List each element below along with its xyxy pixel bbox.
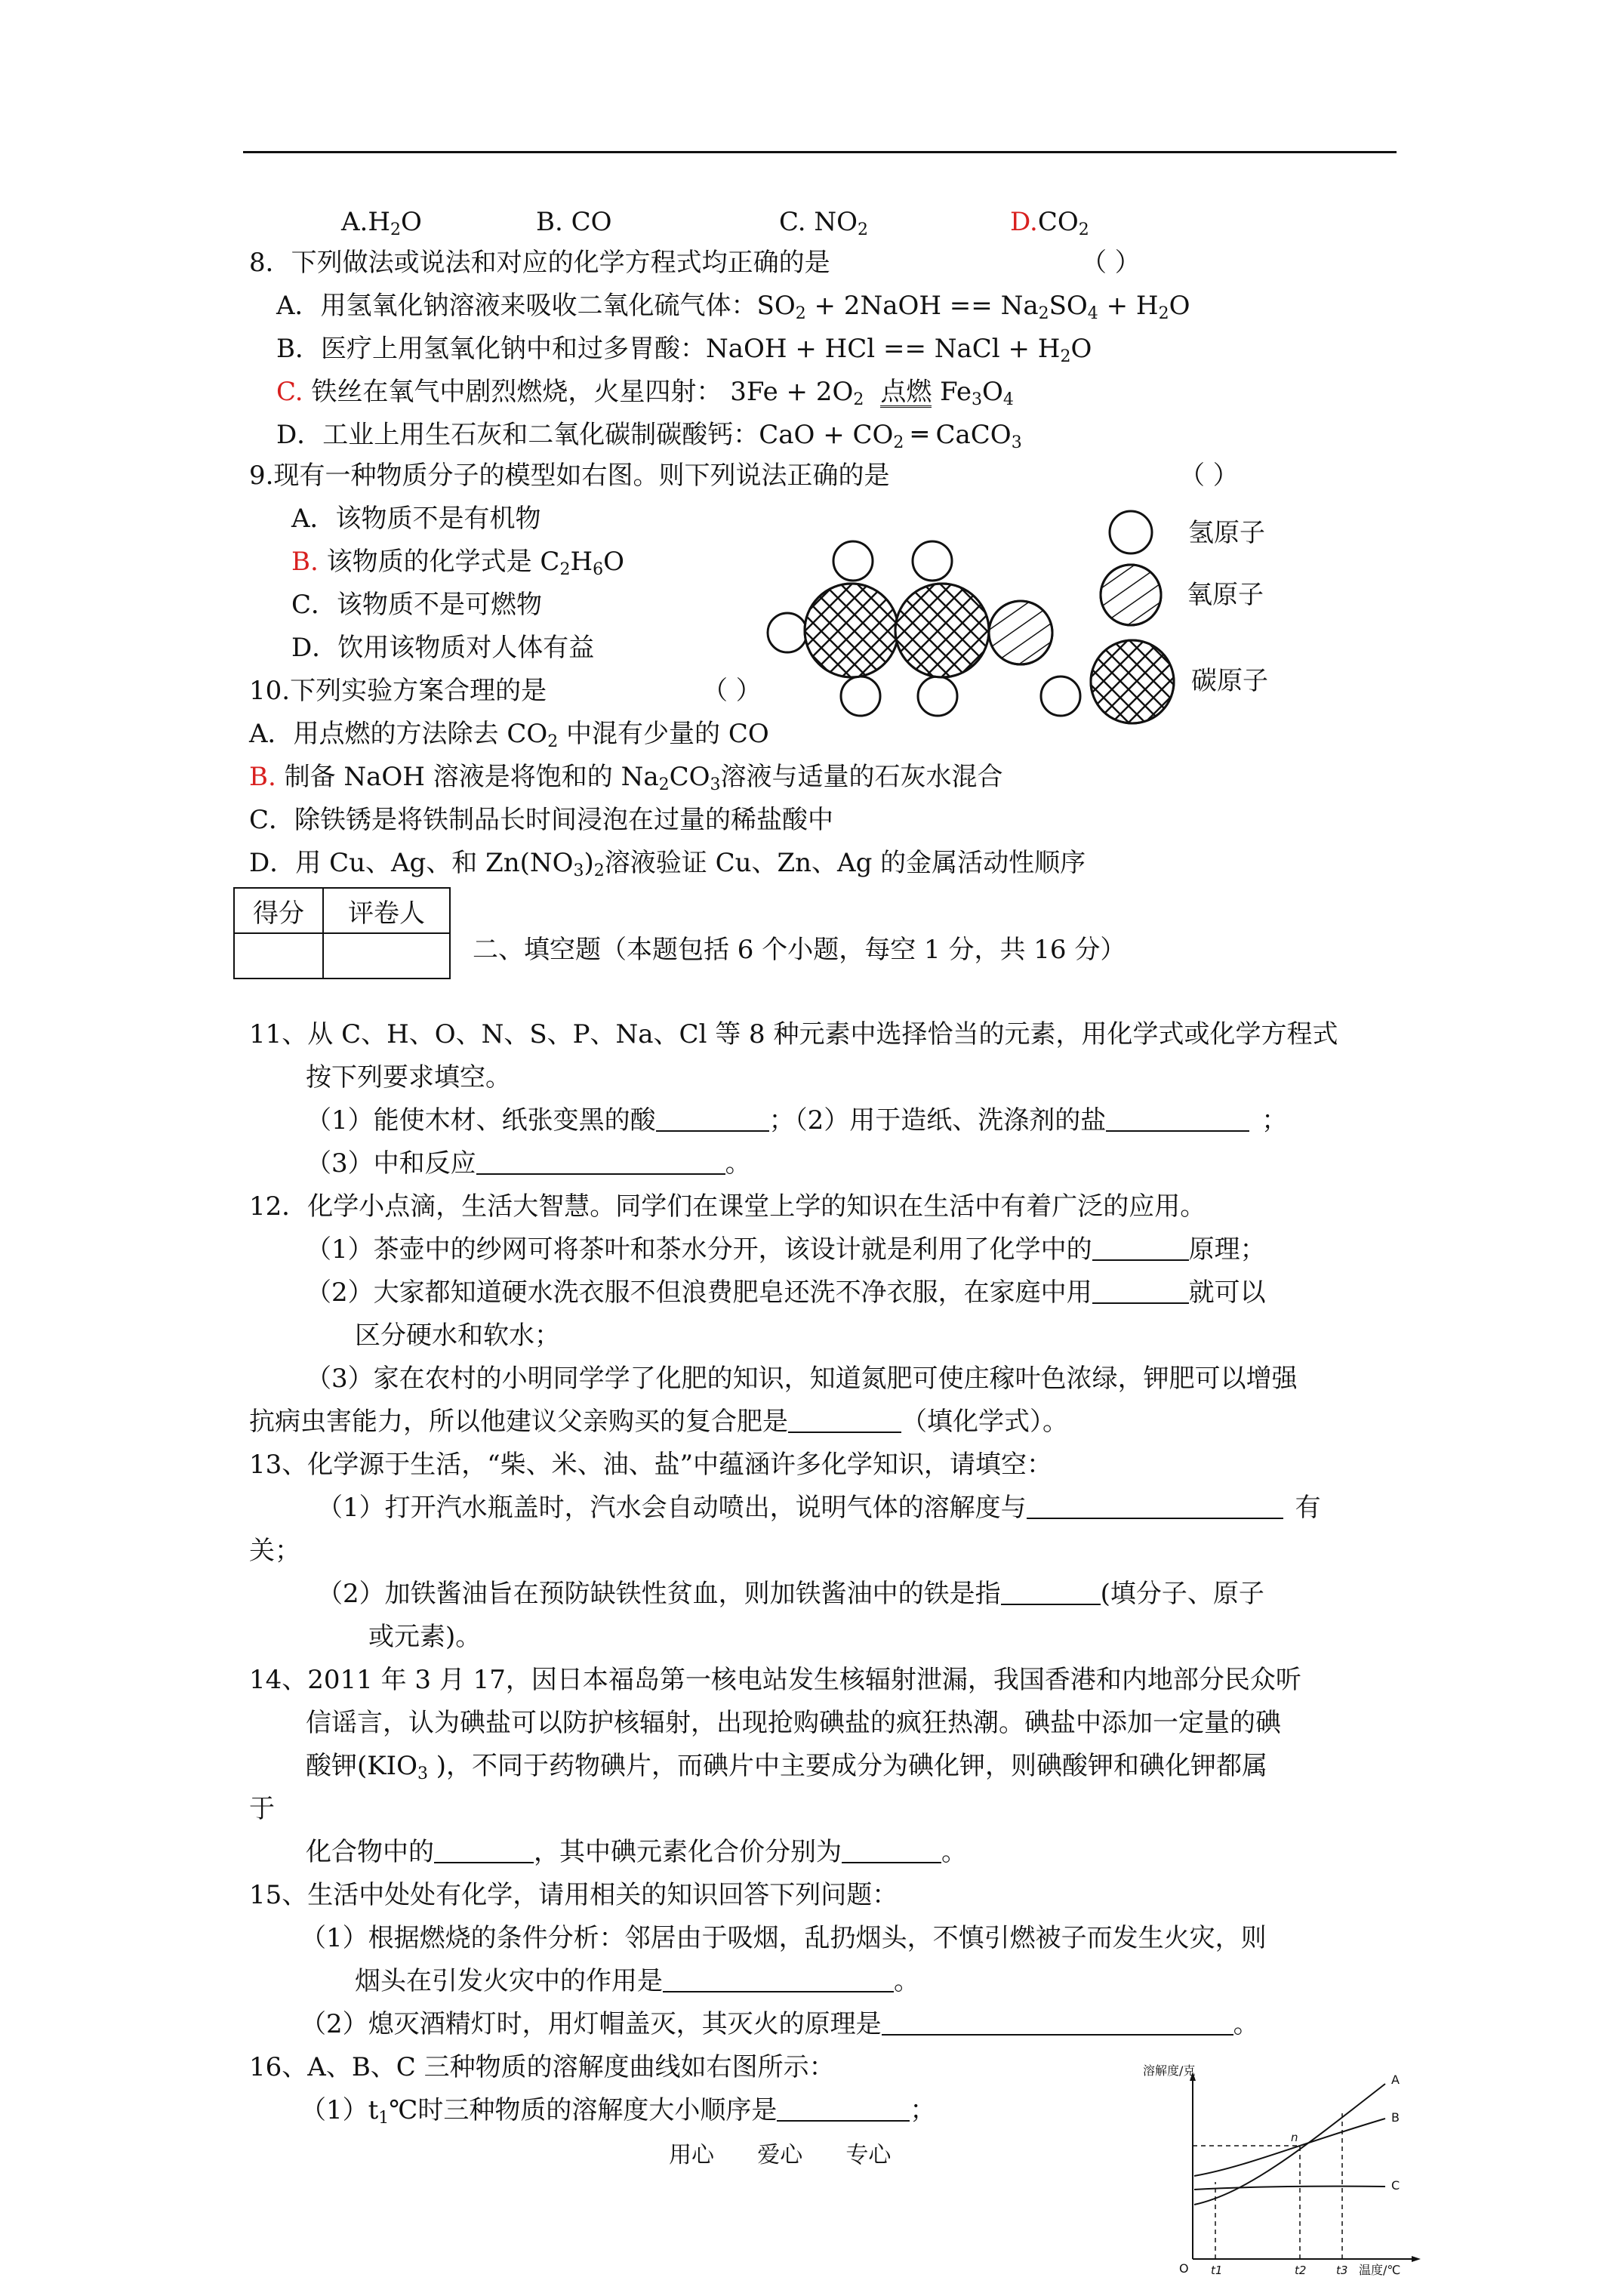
- solubility-curve-chart: [1132, 2061, 1434, 2280]
- q9-option-d: D．饮用该物质对人体有益: [291, 633, 595, 663]
- answer-blank: [1106, 1106, 1249, 1132]
- legend-hydrogen-label: 氢原子: [1188, 518, 1265, 548]
- answer-blank: [1092, 1278, 1189, 1304]
- q8-option-c: C. 铁丝在氧气中剧烈燃烧，火星四射： $3Fe + 2O_2$ 点燃 $Fe_3O_4$: [276, 377, 1014, 409]
- tick-label-t3: t3: [1336, 2264, 1348, 2277]
- q10-option-d: D．用 Cu、Ag、和 $Zn(NO_3)_2$溶液验证 Cu、Zn、Ag 的金属活动性顺序: [249, 848, 1086, 880]
- score-table: [233, 887, 451, 979]
- tick-label-t2: t2: [1295, 2264, 1307, 2277]
- answer-blank: [663, 1967, 894, 1992]
- q9-option-c: C．该物质不是可燃物: [291, 590, 543, 620]
- hydrogen-atom: [918, 676, 957, 716]
- intersection-label: n: [1291, 2131, 1298, 2144]
- q8-option-a: A．用氢氧化钠溶液来吸收二氧化硫气体：$SO_2$ + 2NaOH == $Na_2SO_4 + H_2O$: [276, 291, 1190, 323]
- q12-part3: （3）家在农村的小明同学学了化肥的知识，知道氮肥可使庄稼叶色浓绿，钾肥可以增强: [306, 1364, 1298, 1394]
- score-header: 得分: [234, 888, 323, 933]
- hydrogen-atom: [833, 541, 873, 581]
- q11-part1: （1）能使木材、纸张变黑的酸 ；（2）用于造纸、洗涤剂的盐 ；: [306, 1105, 1288, 1136]
- q9-answer-paren: （ ）: [1179, 461, 1239, 491]
- answer-blank: [882, 2010, 1233, 2036]
- hydrogen-atom: [913, 541, 952, 581]
- q14-line5: 化合物中的 ，其中碘元素化合价分别为 。: [306, 1837, 967, 1867]
- curve-b: [1194, 2119, 1385, 2176]
- answer-blank: [476, 1149, 725, 1175]
- grader-cell: [323, 933, 450, 978]
- q9-option-b: B. 该物质的化学式是 $C_2H_6O$: [291, 547, 624, 579]
- y-axis-label: 溶解度/克: [1143, 2063, 1196, 2078]
- legend-hydrogen-icon: [1110, 511, 1152, 553]
- q7-option-b: B. CO: [536, 207, 612, 237]
- legend-oxygen-label: 氧原子: [1187, 580, 1264, 610]
- q15-part1: （1）根据燃烧的条件分析：邻居由于吸烟，乱扔烟头，不慎引燃被子而发生火灾，则: [300, 1923, 1267, 1953]
- answer-blank: [434, 1838, 534, 1863]
- q12-part2-cont: 区分硬水和软水；: [355, 1321, 560, 1351]
- q12-line1: 12．化学小点滴，生活大智慧。同学们在课堂上学的知识在生活中有着广泛的应用。: [249, 1191, 1206, 1222]
- origin-label: O: [1179, 2261, 1189, 2276]
- q11-line1: 11、从 C、H、O、N、S、P、Na、Cl 等 8 种元素中选择恰当的元素，用化学式或化学方程式: [249, 1019, 1338, 1049]
- answer-blank: [842, 1838, 941, 1863]
- q10-option-a: A．用点燃的方法除去 $CO_2$ 中混有少量的 CO: [249, 719, 769, 751]
- legend-carbon-label: 碳原子: [1191, 666, 1268, 696]
- q7-option-a: $A.H_2O$: [341, 207, 422, 239]
- q10-stem: 10.下列实验方案合理的是: [249, 676, 547, 706]
- score-cell: [234, 933, 323, 978]
- q11-part3: （3）中和反应 。: [306, 1148, 751, 1179]
- q7-option-c: C. $NO_2$: [779, 207, 869, 239]
- answer-blank: [1027, 1493, 1283, 1519]
- q14-line4: 于: [249, 1794, 275, 1824]
- q13-part2-cont: 或元素)。: [368, 1622, 482, 1652]
- q8-answer-paren: （ ）: [1081, 248, 1141, 278]
- page-footer: 用心 爱心 专心: [669, 2142, 892, 2168]
- q14-line3: 酸钾($KIO_3$ )，不同于药物碘片，而碘片中主要成分为碘化钾，则碘酸钾和碘化钾都属: [306, 1751, 1268, 1783]
- curve-c: [1194, 2187, 1385, 2190]
- q15-line1: 15、生活中处处有化学，请用相关的知识回答下列问题：: [249, 1880, 898, 1910]
- q13-line1: 13、化学源于生活，“柴、米、油、盐”中蕴涵许多化学知识，请填空：: [249, 1450, 1053, 1480]
- q7-option-d: $D.CO_2$: [1010, 207, 1089, 239]
- q10-answer-paren: （ ）: [702, 676, 762, 706]
- q15-part1-cont: 烟头在引发火灾中的作用是 。: [355, 1966, 919, 1996]
- q10-option-b: B. 制备 NaOH 溶液是将饱和的 $Na_2CO_3$溶液与适量的石灰水混合: [249, 762, 1003, 794]
- hydrogen-atom: [841, 676, 880, 716]
- header-rule: [243, 151, 1397, 153]
- q9-stem: 9.现有一种物质分子的模型如右图。则下列说法正确的是: [249, 461, 890, 491]
- series-label-a: A: [1391, 2073, 1400, 2087]
- q11-line2: 按下列要求填空。: [306, 1062, 511, 1093]
- series-label-c: C: [1391, 2178, 1400, 2193]
- tick-label-t1: t1: [1211, 2264, 1223, 2277]
- q8-option-d: D．工业上用生石灰和二氧化碳制碳酸钙：CaO + $CO_2$ ═ CaCO$_3$: [276, 420, 1022, 452]
- q8-stem: 8．下列做法或说法和对应的化学方程式均正确的是: [249, 248, 830, 278]
- q14-line2: 信谣言，认为碘盐可以防护核辐射，出现抢购碘盐的疯狂热潮。碘盐中添加一定量的碘: [306, 1708, 1281, 1738]
- q9-option-a: A．该物质不是有机物: [291, 504, 541, 534]
- q12-part3-cont: 抗病虫害能力，所以他建议父亲购买的复合肥是 （填化学式）。: [249, 1407, 1068, 1437]
- answer-blank: [777, 2096, 910, 2122]
- q13-part1: （1）打开汽水瓶盖时，汽水会自动喷出，说明气体的溶解度与 有: [317, 1493, 1321, 1523]
- answer-blank: [1001, 1579, 1101, 1605]
- q8-option-b: B．医疗上用氢氧化钠中和过多胃酸：NaOH + HCl == NaCl + $H_2O$: [276, 334, 1092, 366]
- answer-blank: [788, 1407, 901, 1433]
- q10-option-c: C．除铁锈是将铁制品长时间浸泡在过量的稀盐酸中: [249, 805, 834, 835]
- q16-part1: $(1)t_1℃$时三种物质的溶解度大小顺序是 ；: [300, 2095, 936, 2128]
- grader-header: 评卷人: [323, 888, 450, 933]
- q13-part1-cont: 关；: [249, 1536, 300, 1566]
- q13-part2: （2）加铁酱油旨在预防缺铁性贫血，则加铁酱油中的铁是指 (填分子、原子: [317, 1579, 1264, 1609]
- answer-blank: [1092, 1235, 1189, 1261]
- hydrogen-atom: [768, 613, 807, 652]
- hydrogen-atom: [1041, 676, 1080, 716]
- series-label-b: B: [1391, 2110, 1400, 2125]
- section-2-title: 二、填空题（本题包括 6 个小题，每空 1 分，共 16 分）: [473, 935, 1126, 965]
- q14-line1: 14、2011 年 3 月 17，因日本福岛第一核电站发生核辐射泄漏，我国香港和内地部分民众听: [249, 1665, 1301, 1695]
- x-axis-label: 温度/℃: [1359, 2263, 1401, 2277]
- q16-line1: 16、A、B、C 三种物质的溶解度曲线如右图所示：: [249, 2052, 835, 2082]
- reaction-condition: 点燃: [880, 377, 932, 407]
- answer-blank: [656, 1106, 769, 1132]
- q12-part2: （2）大家都知道硬水洗衣服不但浪费肥皂还洗不净衣服，在家庭中用 就可以: [306, 1277, 1266, 1308]
- x-axis-arrow: [1412, 2256, 1421, 2262]
- q12-part1: （1）茶壶中的纱网可将茶叶和茶水分开，该设计就是利用了化学中的 原理；: [306, 1234, 1266, 1265]
- q15-part2: （2）熄灭酒精灯时，用灯帽盖灭，其灭火的原理是 。: [300, 2009, 1259, 2039]
